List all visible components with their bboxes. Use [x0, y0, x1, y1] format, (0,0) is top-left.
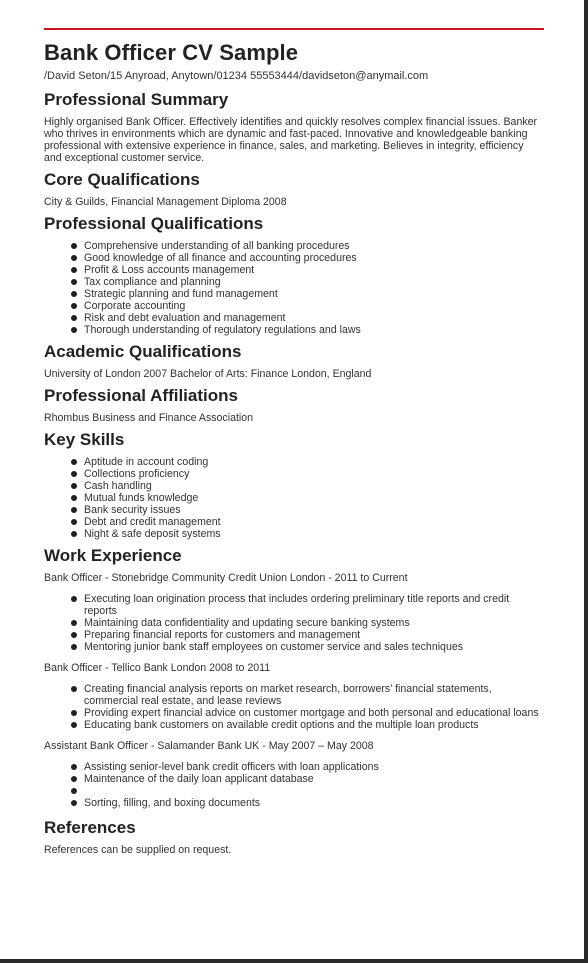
section-professional-qualifications	[44, 214, 544, 336]
list-item: Bank security issues	[84, 504, 544, 516]
list-item: Strategic planning and fund management	[84, 288, 544, 300]
section-work-experience	[44, 546, 544, 809]
affiliations-heading: Professional Affiliations	[44, 386, 238, 405]
list-item: Risk and debt evaluation and management	[84, 312, 544, 324]
list-item: Providing expert financial advice on customer mortgage and both personal and educational loans	[84, 707, 544, 719]
core-heading: Core Qualifications	[44, 170, 200, 189]
list-item: Executing loan origination process that includes ordering preliminary title reports and credit reports	[84, 593, 544, 617]
list-item: Debt and credit management	[84, 516, 544, 528]
list-item: Comprehensive understanding of all banking procedures	[84, 240, 544, 252]
summary-heading: Professional Summary	[44, 90, 229, 109]
list-item: Maintaining data confidentiality and updating secure banking systems	[84, 617, 544, 629]
summary-text: Highly organised Bank Officer. Effectively identifies and quickly resolves complex financial issues. Banker who thrives in environments which are dynamic and fast-paced. Innovative and knowledgeable banking professional with extensive experience in finance, sales, and marketing. Believes in integrity, efficiency and exceptional customer service.	[44, 116, 538, 164]
job-title: Assistant Bank Officer - Salamander Bank UK - May 2007 – May 2008	[44, 740, 374, 752]
top-red-rule	[44, 28, 544, 30]
core-text: City & Guilds, Financial Management Diploma 2008	[44, 196, 287, 208]
references-heading: References	[44, 818, 136, 837]
job-entry	[44, 572, 544, 653]
cv-title: Bank Officer CV Sample	[44, 40, 299, 65]
academic-text: University of London 2007 Bachelor of Arts: Finance London, England	[44, 368, 372, 380]
list-item: Aptitude in account coding	[84, 456, 544, 468]
section-references	[44, 818, 544, 856]
list-item: Tax compliance and planning	[84, 276, 544, 288]
work-heading: Work Experience	[44, 546, 182, 565]
list-item: Cash handling	[84, 480, 544, 492]
list-item: Good knowledge of all finance and accounting procedures	[84, 252, 544, 264]
list-item: Mentoring junior bank staff employees on customer service and sales techniques	[84, 641, 544, 653]
job-entry	[44, 740, 544, 809]
list-item: Collections proficiency	[84, 468, 544, 480]
job-duties	[44, 761, 544, 809]
list-item: Educating bank customers on available credit options and the multiple loan products	[84, 719, 544, 731]
section-core-qualifications	[44, 170, 544, 208]
section-academic	[44, 342, 544, 380]
section-key-skills	[44, 430, 544, 540]
cv-document	[44, 28, 544, 856]
list-item: Night & safe deposit systems	[84, 528, 544, 540]
list-item: Creating financial analysis reports on market research, borrowers’ financial statements, commercial real estate, and lease reviews	[84, 683, 544, 707]
prof-qual-heading: Professional Qualifications	[44, 214, 264, 233]
affiliations-text: Rhombus Business and Finance Association	[44, 412, 254, 424]
job-title: Bank Officer - Tellico Bank London 2008 to 2011	[44, 662, 271, 674]
list-item: Profit & Loss accounts management	[84, 264, 544, 276]
list-item: Thorough understanding of regulatory regulations and laws	[84, 324, 544, 336]
job-title: Bank Officer - Stonebridge Community Credit Union London - 2011 to Current	[44, 572, 408, 584]
section-summary	[44, 90, 544, 164]
references-text: References can be supplied on request.	[44, 844, 232, 856]
job-duties	[44, 593, 544, 653]
list-item: Assisting senior-level bank credit officers with loan applications	[84, 761, 544, 773]
prof-qual-list	[44, 240, 544, 336]
list-item-empty	[84, 785, 544, 797]
list-item: Preparing financial reports for customers and management	[84, 629, 544, 641]
list-item: Maintenance of the daily loan applicant database	[84, 773, 544, 785]
skills-list	[44, 456, 544, 540]
job-entry	[44, 662, 544, 731]
list-item: Sorting, filling, and boxing documents	[84, 797, 544, 809]
job-duties	[44, 683, 544, 731]
academic-heading: Academic Qualifications	[44, 342, 242, 361]
list-item: Mutual funds knowledge	[84, 492, 544, 504]
list-item: Corporate accounting	[84, 300, 544, 312]
section-affiliations	[44, 386, 544, 424]
contact-line: /David Seton/15 Anyroad, Anytown/01234 55553444/davidseton@anymail.com	[44, 70, 429, 82]
skills-heading: Key Skills	[44, 430, 125, 449]
